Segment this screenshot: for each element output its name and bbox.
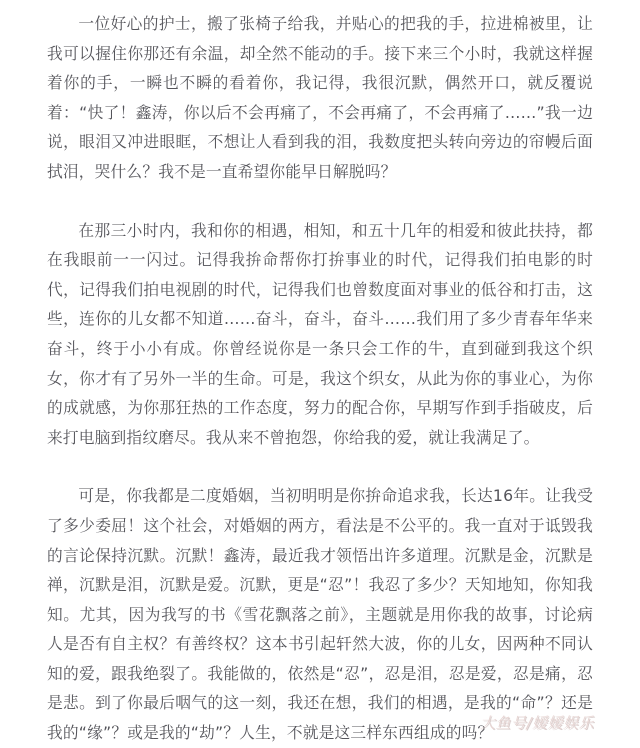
paragraph-2: 在那三小时内，我和你的相遇，相知，和五十几年的相爱和彼此扶持，都在我眼前一一闪过。记得我拚命帮你打拚事业的时代，记得我们拍电影的时代，记得我们拍电视剧的时代，记得我们也曾数度面对事业的低谷和打击，这些，连你的儿女都不知道……奋斗，奋斗，奋斗……我们用了多少青春年华来奋斗，终于小小有成。你曾经说你是一条只会工作的牛，直到碰到我这个织女，你才有了另外一半的生命。可是，我这个织女，从此为你的事业心，为你的成就感，为你那狂热的工作态度，努力的配合你，早期写作到手指破皮，后来打电脑到指纹磨尽。我从来不曾抱怨，你给我的爱，就让我满足了。 (47, 220, 593, 447)
paragraph-1: 一位好心的护士，搬了张椅子给我，并贴心的把我的手，拉进棉被里，让我可以握住你那还有余温，却全然不能动的手。接下来三个小时，我就这样握着你的手，一瞬也不瞬的看着你，我记得，我很沉默，偶然开口，就反覆说着：“快了！鑫涛，你以后不会再痛了，不会再痛了，不会再痛了……”我一边说，眼泪又冲进眼眶，不想让人看到我的泪，我数度把头转向旁边的帘幔后面拭泪，哭什么？我不是一直希望你能早日解脱吗？ (47, 14, 593, 181)
watermark-label: 大鱼号/嫒嫒娱乐 (479, 714, 594, 732)
paragraph-3: 可是，你我都是二度婚姻，当初明明是你拚命追求我，长达16年。让我受了多少委屈！这个社会，对婚姻的两方，看法是不公平的。我一直对于诋毁我的言论保持沉默。沉默！鑫涛，最近我才领悟出许多道理。沉默是金，沉默是禅，沉默是泪，沉默是爱。沉默，更是“忍”！我忍了多少？天知地知，你知我知。尤其，因为我写的书《雪花飘落之前》，主题就是用你我的故事，讨论病人是否有自主权？有善终权？这本书引起轩然大波，你的儿女，因两种不同认知的爱，跟我绝裂了。我能做的，依然是“忍”，忍是泪，忍是爱，忍是痛，忍是悲。到了你最后咽气的这一刻，我还在想，我们的相遇，是我的“命”？还是我的“缘”？或是我的“劫”？人生，不就是这三样东西组成的吗？ (47, 486, 593, 743)
